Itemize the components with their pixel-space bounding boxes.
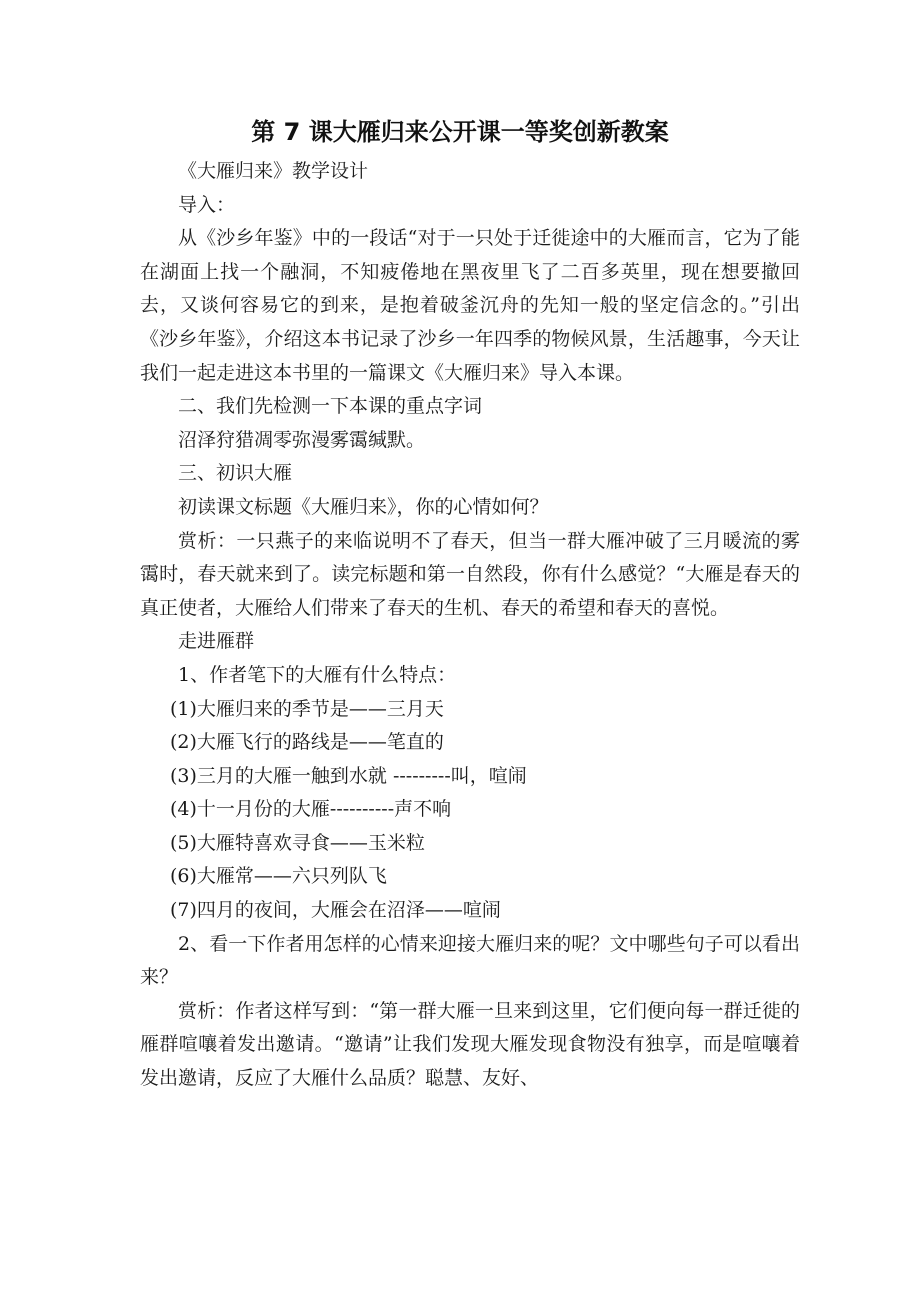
paragraph-design-heading: 《大雁归来》教学设计 bbox=[178, 160, 369, 182]
list-item-feature-4: (4)十一月份的大雁----------声不响 bbox=[170, 798, 452, 821]
paragraph-intro-label: 导入： bbox=[178, 193, 236, 216]
paragraph-question-features: 1、作者笔下的大雁有什么特点： bbox=[178, 663, 457, 686]
document-body bbox=[140, 155, 800, 1096]
section-heading-first-look: 三、初识大雁 bbox=[178, 462, 293, 485]
list-item-feature-2: (2)大雁飞行的路线是——笔直的 bbox=[170, 731, 444, 754]
list-item-feature-3: (3)三月的大雁一触到水就 ---------叫，喧闹 bbox=[170, 764, 527, 787]
paragraph-intro-text: 从《沙乡年鉴》中的一段话“对于一只处于迁徙途中的大雁而言，它为了能在湖面上找一个融洞，不知疲倦地在黑夜里飞了二百多英里，现在想要撤回去，又谈何容易它的到来，是抱着破釜沉舟的先知一般的坚定信念的。”引出《沙乡年鉴》，介绍这本书记录了沙乡一年四季的物候风景，生活趣事，今天让我们一起走进这本书里的一篇课文《大雁归来》导入本课。 bbox=[140, 227, 800, 384]
paragraph-vocabulary-words: 沼泽狩猎凋零弥漫雾霭缄默。 bbox=[178, 428, 426, 451]
section-heading-into-flock: 走进雁群 bbox=[178, 630, 255, 653]
list-item-feature-7: (7)四月的夜间，大雁会在沼泽——喧闹 bbox=[170, 899, 501, 922]
list-item-feature-6: (6)大雁常——六只列队飞 bbox=[170, 865, 387, 888]
list-item-feature-5: (5)大雁特喜欢寻食——玉米粒 bbox=[170, 831, 425, 854]
paragraph-analysis-spring: 赏析：一只燕子的来临说明不了春天，但当一群大雁冲破了三月暖流的雾霭时，春天就来到了。读完标题和第一自然段，你有什么感觉？“大雁是春天的真正使者，大雁给人们带来了春天的生机、春天的希望和春天的喜悦。 bbox=[140, 529, 800, 619]
paragraph-analysis-invitation: 赏析：作者这样写到：“第一群大雁一旦来到这里，它们便向每一群迁徙的雁群喧嚷着发出邀请。“邀请”让我们发现大雁发现食物没有独享，而是喧嚷着发出邀请，反应了大雁什么品质？聪慧、友好、 bbox=[140, 999, 800, 1090]
paragraph-question-title: 初读课文标题《大雁归来》，你的心情如何？ bbox=[178, 495, 549, 518]
list-item-feature-1: (1)大雁归来的季节是——三月天 bbox=[170, 697, 444, 720]
document-title: 第 7 课大雁归来公开课一等奖创新教案 bbox=[251, 118, 669, 146]
section-heading-vocabulary: 二、我们先检测一下本课的重点字词 bbox=[178, 395, 483, 418]
paragraph-question-mood: 2、看一下作者用怎样的心情来迎接大雁归来的呢？文中哪些句子可以看出来？ bbox=[140, 932, 800, 989]
